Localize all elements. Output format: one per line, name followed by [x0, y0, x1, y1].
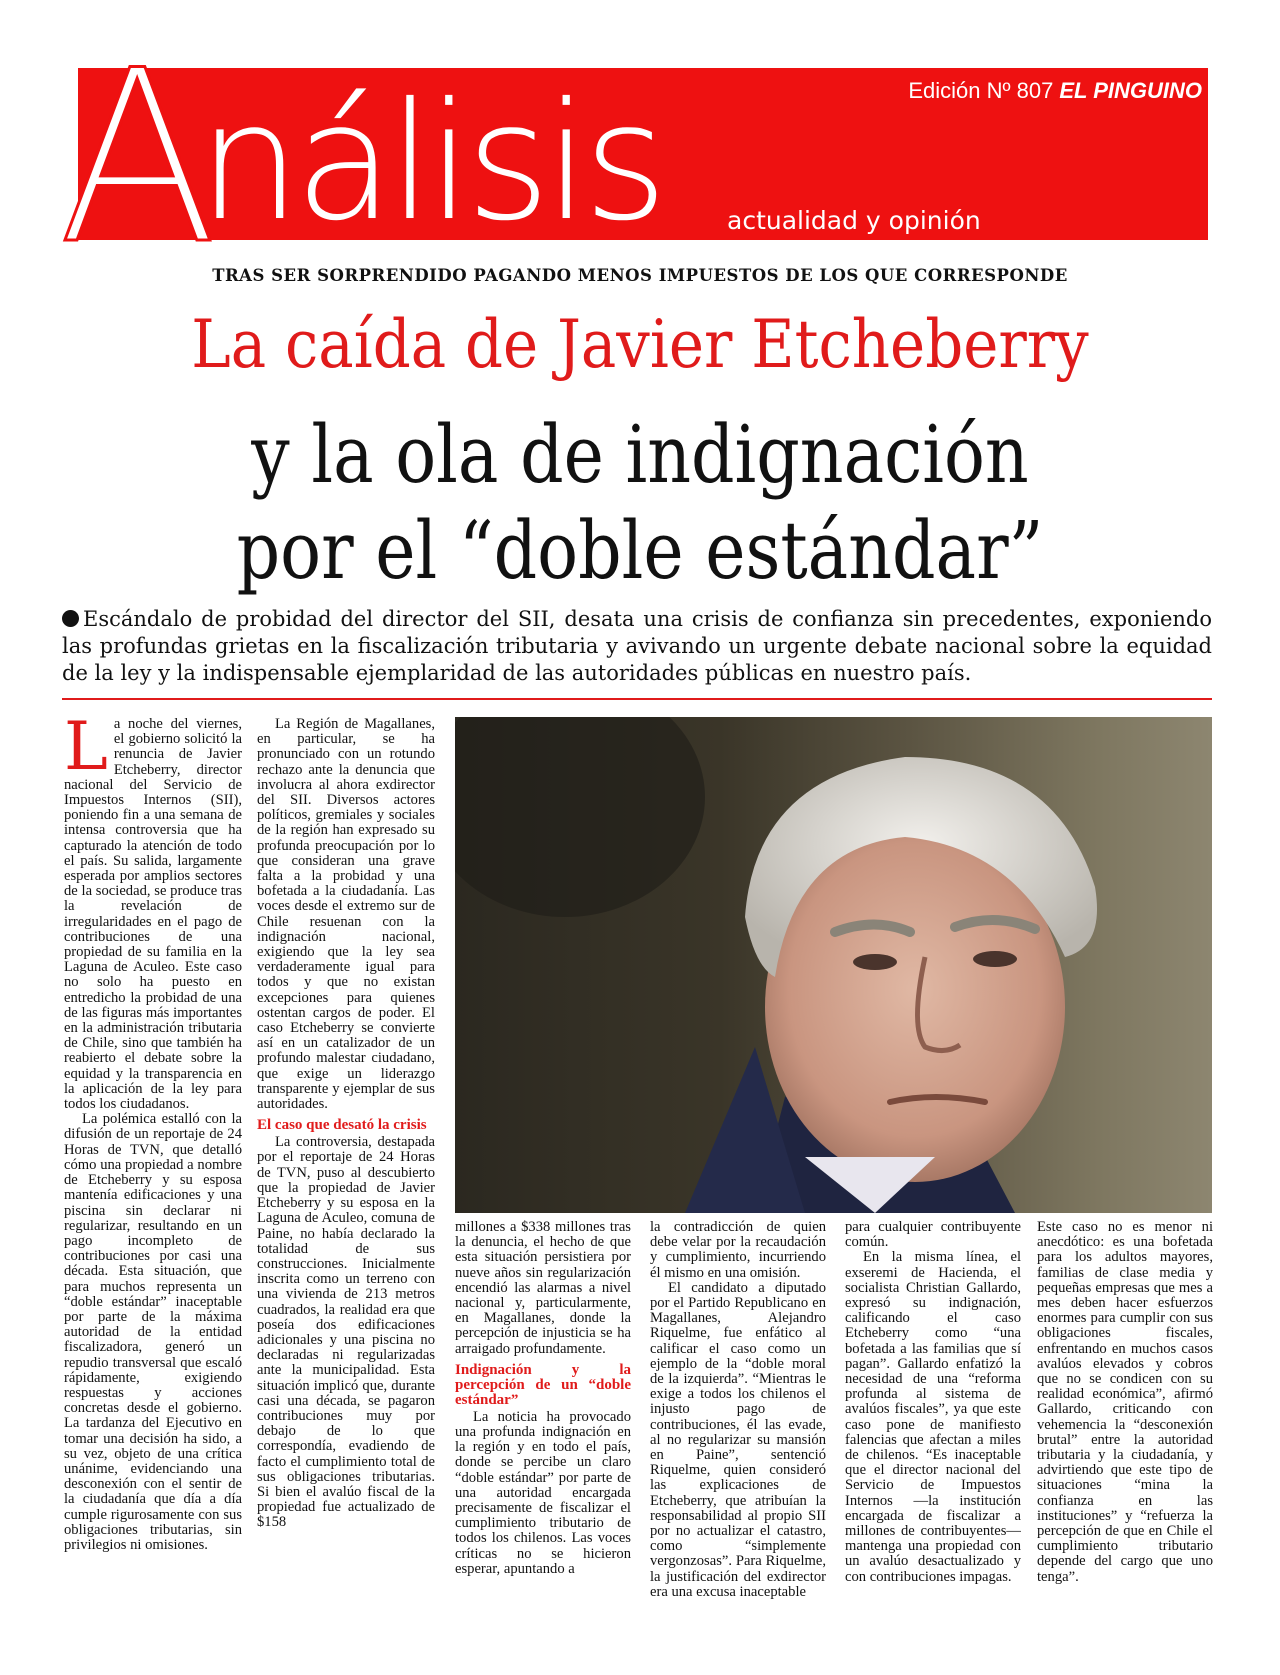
brand-logo: EL PINGUINO — [1059, 78, 1202, 103]
subheading: El caso que desató la crisis — [257, 1117, 427, 1134]
subheading: Indignación y la percepción de un “doble estándar” — [455, 1361, 631, 1408]
headline-line-1: La caída de Javier Etcheberry — [191, 306, 1089, 383]
article-column-3 — [455, 1220, 631, 1650]
paragraph: Este caso no es menor ni anecdótico: es una bofetada para los adultos mayores, familias de clase media y pequeñas empresas que mes a mes deben hacer esfuerzos enormes para cumplir con sus obligaciones fiscales, enfrentando en muchos casos avalúos elevados y cobros que no se condicen con su realidad económica”, afirmó Gallardo, criticando con vehemencia la “desconexión brutal” entre la autoridad tributaria y la ciudadanía, y advirtiendo que este tipo de situaciones “mina la confianza en las instituciones” y “refuerza la percepción de que en Chile el cumplimiento tributario depende del cargo que uno tenga”. — [1037, 1220, 1213, 1585]
article-column-6 — [1037, 1220, 1213, 1650]
article-column-4 — [650, 1220, 826, 1650]
divider — [62, 698, 1212, 700]
lead-text: Escándalo de probidad del director del SII, desata una crisis de confianza sin precedentes, exponiendo las profundas grietas en la fiscalización tributaria y avivando un urgente debate nacional sobre la equidad de la ley y la indispensable ejemplaridad de las autoridades públicas en nuestro país. — [62, 607, 1212, 685]
lead-paragraph — [62, 606, 1212, 687]
section-initial: A — [58, 20, 218, 297]
paragraph: La noticia ha provocado una profunda indignación en la región y en todo el país, donde se percibe un claro “doble estándar” por parte de una autoridad encargada precisamente de fiscalizar el cumplimiento tributario de todos los chilenos. Las voces críticas no se hicieron esperar, apuntando a — [455, 1408, 631, 1577]
portrait-photo — [455, 717, 1212, 1213]
paragraph: El candidato a diputado por el Partido Republicano en Magallanes, Alejandro Riquelme, fue enfático al calificar el caso como un ejemplo de la “doble moral de la izquierda”. “Mientras le exige a todos los chilenos el injusto pago de contribuciones, él las evade, al no regularizar su mansión en Paine”, sentenció Riquelme, quien consideró las explicaciones de Etcheberry, que atribuían la responsabilidad al propio SII por no actualizar el catastro, como “simplemente vergonzosas”. Para Riquelme, la justificación del exdirector era una excusa inaceptable — [650, 1279, 826, 1600]
paragraph: a noche del viernes, el gobierno solicitó la renuncia de Javier Etcheberry, director nacional del Servicio de Impuestos Internos (SII), poniendo fin a una semana de intensa controversia que ha capturado la atención de todo el país. Su salida, largamente esperada por amplios sectores de la sociedad, se produce tras la revelación de irregularidades en el pago de contribuciones de una propiedad de su familia en la Laguna de Aculeo. Este caso no solo ha puesto en entredicho la probidad de una de las figuras más importantes en la administración tributaria de Chile, sino que también ha reabierto el debate sobre la equidad y la transparencia en la aplicación de la ley para todos los ciudadanos. — [64, 717, 242, 1113]
section-subtitle: actualidad y opinión — [727, 206, 981, 235]
portrait-illustration — [455, 717, 1212, 1213]
kicker: TRAS SER SORPRENDIDO PAGANDO MENOS IMPUESTOS DE LOS QUE CORRESPONDE — [212, 266, 1068, 285]
paragraph: En la misma línea, el exseremi de Hacienda, el socialista Christian Gallardo, expresó su indignación, calificando el caso Etcheberry como “una bofetada a las familias que sí pagan”. Gallardo enfatizó la necesidad de una “reforma profunda al sistema de avalúos fiscales”, ya que este caso pone de manifiesto falencias que afectan a miles de chilenos. “Es inaceptable que el director nacional del Servicio de Impuestos Internos —la institución encargada de fiscalizar a millones de contribuyentes— mantenga una propiedad con un avalúo desactualizado y con contribuciones impagas. — [845, 1249, 1021, 1585]
paragraph: La polémica estalló con la difusión de un reportaje de 24 Horas de TVN, que detalló cómo una propiedad a nombre de Etcheberry y su esposa mantenía edificaciones y una piscina sin declarar ni regularizar, resultando en un pago incompleto de contribuciones por casi una década. Esta situación, que para muchos representa un “doble estándar” inaceptable por parte de la máxima autoridad de la entidad fiscalizadora, generó un repudio transversal que escaló rápidamente, exigiendo respuestas y acciones concretas desde el gobierno. La tardanza del Ejecutivo en tomar una decisión ha sido, a su vez, objeto de una crítica unánime, evidenciando una desconexión con el sentir de la ciudadanía que día a día cumple rigurosamente con sus obligaciones tributarias, sin privilegios ni omisiones. — [64, 1111, 242, 1553]
paragraph: La Región de Magallanes, en particular, se ha pronunciado con un rotundo rechazo ante la denuncia que involucra al ahora exdirector del SII. Diversos actores políticos, gremiales y sociales de la región han expresado su profunda preocupación por lo que consideran una grave falta a la probidad y una bofetada a la ciudadanía. Las voces desde el extremo sur de Chile resuenan con la indignación nacional, exigiendo que la ley sea verdaderamente igual para todos y que no existan excepciones para quienes ostentan cargos de poder. El caso Etcheberry se convierte así en un catalizador de un profundo malestar ciudadano, que exige un liderazgo transparente y ejemplar de sus autoridades. — [257, 717, 435, 1113]
paragraph: para cualquier contribuyente común. — [845, 1220, 1021, 1251]
paragraph: millones a $338 millones tras la denuncia, el hecho de que esta situación persistiera por nueve años sin regularización encendió las alarmas a nivel nacional y, particularmente, en Magallanes, donde la percepción de injusticia se ha arraigado profundamente. — [455, 1220, 631, 1357]
paragraph: La controversia, destapada por el reportaje de 24 Horas de TVN, puso al descubierto que la propiedad de Javier Etcheberry y su esposa en la Laguna de Aculeo, comuna de Paine, no había declarado la totalidad de sus construcciones. Inicialmente inscrita como un terreno con una vivienda de 213 metros cuadrados, la realidad era que poseía dos edificaciones adicionales y una piscina no declaradas ni regularizadas ante la municipalidad. Esta situación implicó que, durante casi una década, se pagaron contribuciones muy por debajo de lo que correspondía, evadiendo de facto el cumplimiento total de sus obligaciones tributarias. Si bien el avalúo fiscal de la propiedad fue actualizado de $158 — [257, 1134, 435, 1531]
section-title: nálisis — [198, 69, 662, 257]
headline-line-3: por el “doble estándar” — [236, 504, 1044, 597]
edition-line — [908, 78, 1202, 104]
edition-number: Edición Nº 807 — [908, 78, 1054, 103]
article-column-2 — [257, 717, 435, 1653]
headline-line-2: y la ola de indignación — [251, 408, 1029, 501]
article-column-1 — [64, 717, 242, 1653]
paragraph: la contradicción de quien debe velar por la recaudación y cumplimiento, incurriendo él mismo en una omisión. — [650, 1220, 826, 1281]
bullet-icon — [62, 610, 79, 627]
drop-cap: L — [64, 717, 108, 785]
article-column-5 — [845, 1220, 1021, 1650]
